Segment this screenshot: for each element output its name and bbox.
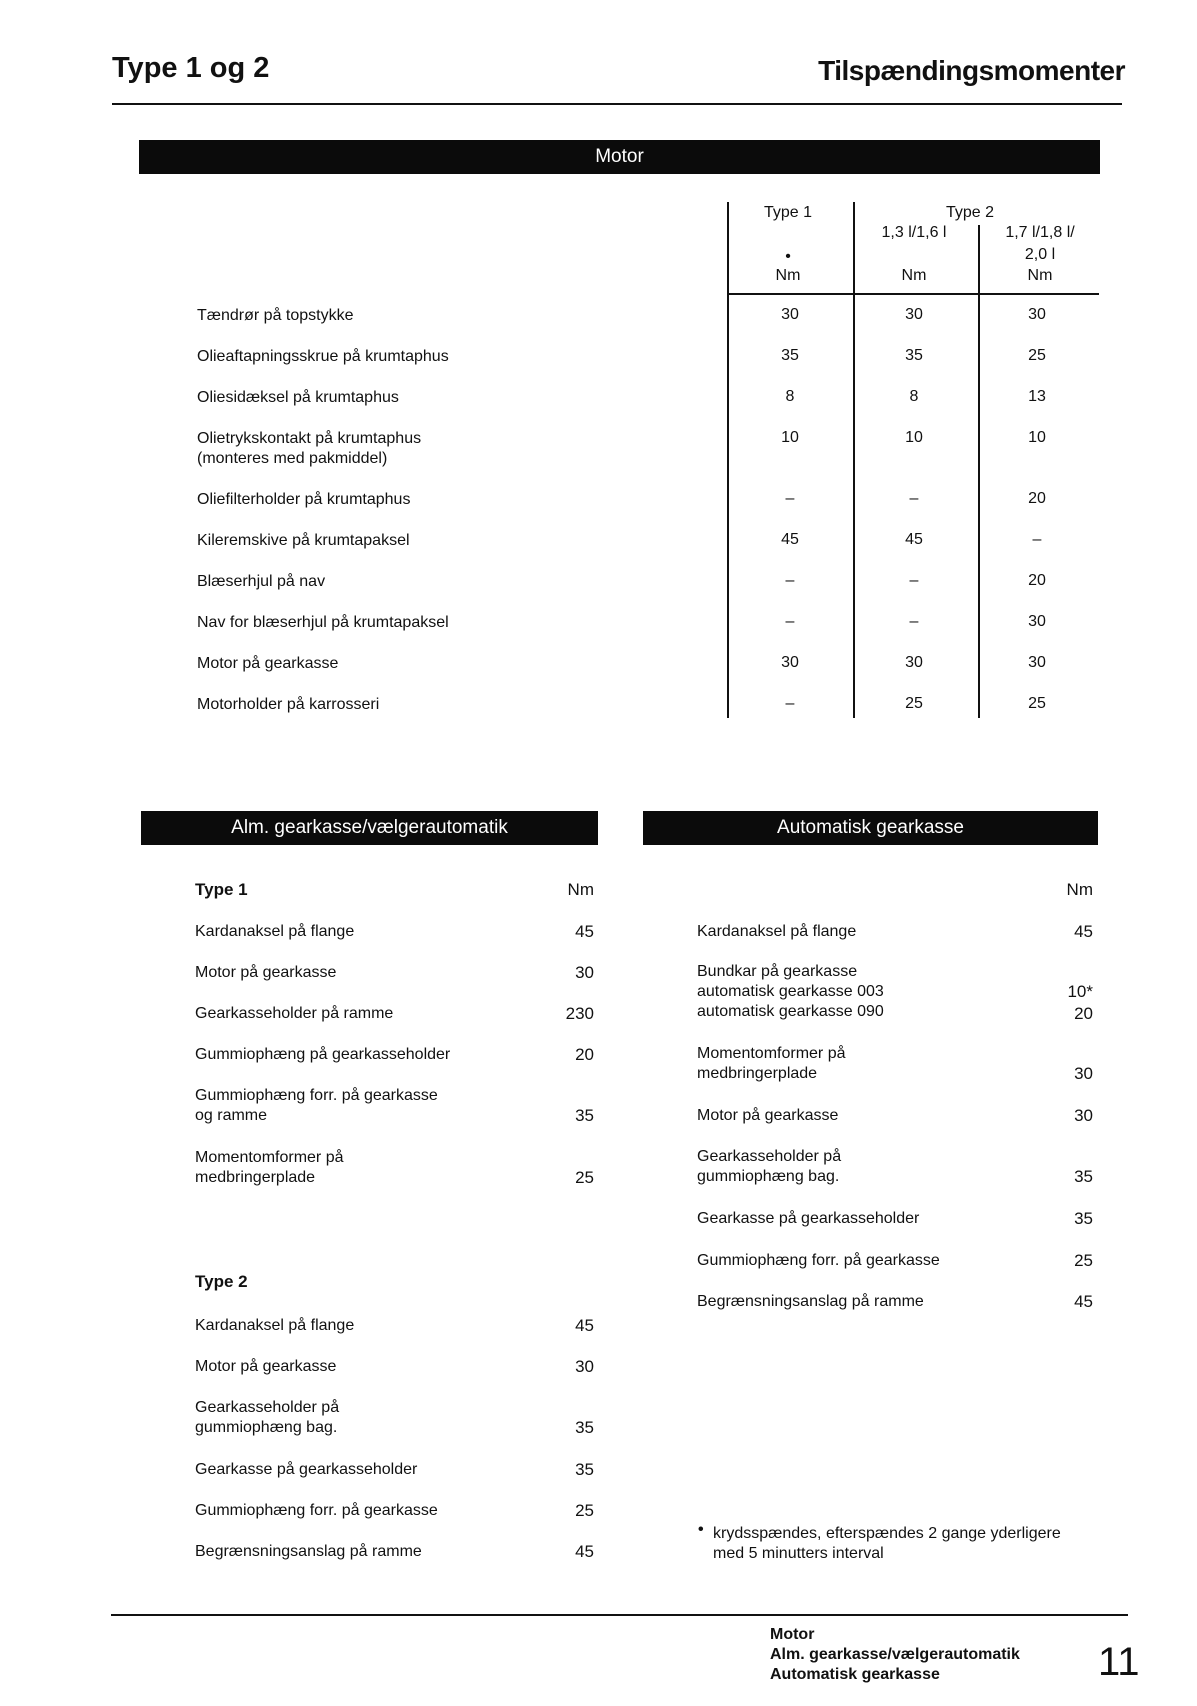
motor-row-type2a-value: 45 (905, 531, 923, 548)
motor-row-label: Motor på gearkasse (197, 655, 339, 672)
motor-row-type1-value: 10 (781, 429, 799, 446)
motor-row-type1-value: 35 (781, 347, 799, 364)
auto-row-value: 35 (1074, 1167, 1093, 1186)
col-type2-header: Type 2 (945, 204, 995, 221)
page-title-left: Type 1 og 2 (112, 52, 270, 84)
auto-row-label-2: automatisk gearkasse 003 (697, 983, 884, 1000)
alm-type2-row-label: Motor på gearkasse (195, 1358, 337, 1375)
auto-row-label-3: automatisk gearkasse 090 (697, 1003, 884, 1020)
alm-type2-row-label: Kardanaksel på flange (195, 1317, 355, 1334)
motor-row-type1-value: – (785, 490, 795, 507)
auto-row-value: 30 (1074, 1106, 1093, 1125)
motor-row-label: Kileremskive på krumtapaksel (197, 532, 410, 549)
motor-row-type2a-value: 25 (905, 695, 923, 712)
motor-row-type1-value: – (785, 572, 795, 589)
header-divider (112, 103, 1122, 105)
motor-header-rule (727, 293, 1099, 295)
col-type2b-header-2: 2,0 l (1024, 246, 1056, 263)
alm-type1-row-label: Gummiophæng forr. på gearkasse (195, 1087, 438, 1104)
auto-row-value: 10* (1067, 982, 1093, 1001)
alm-unit-header: Nm (567, 880, 594, 899)
footer-divider (111, 1614, 1128, 1616)
motor-row-label: Nav for blæserhjul på krumtapaksel (197, 614, 449, 631)
motor-row-type2a-value: 35 (905, 347, 923, 364)
alm-type1-row-label: Momentomformer på (195, 1149, 344, 1166)
motor-row-type2b-value: 25 (1028, 347, 1046, 364)
alm-type1-row-value: 45 (575, 922, 594, 941)
alm-type2-row-value: 25 (575, 1501, 594, 1520)
auto-row-label: Begrænsningsanslag på ramme (697, 1293, 924, 1310)
motor-row-type2a-value: 10 (905, 429, 923, 446)
alm-type2-row-label: Gummiophæng forr. på gearkasse (195, 1502, 438, 1519)
motor-row-label: Olieaftapningsskrue på krumtaphus (197, 348, 449, 365)
alm-type1-title: Type 1 (195, 880, 248, 899)
alm-type2-row-label: Begrænsningsanslag på ramme (195, 1543, 422, 1560)
motor-row-type2a-value: 30 (905, 654, 923, 671)
motor-row-type2a-value: 8 (909, 388, 919, 405)
motor-row-type2b-value: 30 (1028, 654, 1046, 671)
auto-section-bar: Automatisk gearkasse (643, 811, 1098, 845)
motor-row-label: Motorholder på karrosseri (197, 696, 380, 713)
auto-row-label: Gearkasseholder på (697, 1148, 842, 1165)
footnote-marker: • (698, 1521, 704, 1538)
motor-row-type2a-value: – (909, 490, 919, 507)
motor-row-type1-value: 8 (785, 388, 795, 405)
auto-row-value: 25 (1074, 1251, 1093, 1270)
alm-section-bar: Alm. gearkasse/vælgerautomatik (141, 811, 598, 845)
col-type2b-unit: Nm (1027, 267, 1053, 284)
motor-col-divider-3 (978, 225, 980, 718)
motor-row-type2b-value: 20 (1028, 572, 1046, 589)
auto-row-label: Kardanaksel på flange (697, 923, 857, 940)
motor-row-type2a-value: – (909, 572, 919, 589)
footer-index-auto: Automatisk gearkasse (770, 1666, 940, 1683)
motor-row-type1-value: 30 (781, 654, 799, 671)
motor-row-type2b-value: 25 (1028, 695, 1046, 712)
alm-type2-row-value: 30 (575, 1357, 594, 1376)
auto-row-value: 35 (1074, 1209, 1093, 1228)
motor-row-type2b-value: 30 (1028, 306, 1046, 323)
footnote-line-2: med 5 minutters interval (713, 1545, 884, 1562)
motor-row-type2b-value: 30 (1028, 613, 1046, 630)
alm-type1-row-value: 20 (575, 1045, 594, 1064)
auto-unit-header: Nm (1066, 880, 1093, 899)
alm-type2-row-value: 35 (575, 1418, 594, 1437)
motor-col-divider-2 (853, 202, 855, 718)
alm-type2-row-value: 35 (575, 1460, 594, 1479)
auto-row-label: Gummiophæng forr. på gearkasse (697, 1252, 940, 1269)
alm-type1-row-label: Motor på gearkasse (195, 964, 337, 981)
motor-row-label: Olietrykskontakt på krumtaphus (197, 430, 422, 447)
auto-row-label-2: medbringerplade (697, 1065, 818, 1082)
motor-section-bar: Motor (139, 140, 1100, 174)
motor-row-type1-value: – (785, 613, 795, 630)
motor-row-type2a-value: – (909, 613, 919, 630)
alm-type1-row-label: Gearkasseholder på ramme (195, 1005, 394, 1022)
motor-row-label: Oliesidæksel på krumtaphus (197, 389, 399, 406)
col-type2b-header: 1,7 l/1,8 l/ (1005, 224, 1075, 241)
alm-type2-row-value: 45 (575, 1542, 594, 1561)
motor-col-divider-1 (727, 202, 729, 718)
alm-type1-row-label: Kardanaksel på flange (195, 923, 355, 940)
motor-row-type1-value: – (785, 695, 795, 712)
alm-type2-row-label-2: gummiophæng bag. (195, 1419, 338, 1436)
alm-type1-row-value: 25 (575, 1168, 594, 1187)
auto-row-value-2: 20 (1074, 1004, 1093, 1023)
auto-row-value: 30 (1074, 1064, 1093, 1083)
alm-type1-row-label-2: og ramme (195, 1107, 268, 1124)
page-title-right: Tilspændingsmomenter (818, 55, 1125, 86)
auto-row-value: 45 (1074, 1292, 1093, 1311)
motor-row-type2a-value: 30 (905, 306, 923, 323)
motor-row-type2b-value: 13 (1028, 388, 1046, 405)
alm-type1-row-label: Gummiophæng på gearkasseholder (195, 1046, 451, 1063)
motor-row-label: Oliefilterholder på krumtaphus (197, 491, 411, 508)
alm-type2-row-value: 45 (575, 1316, 594, 1335)
footer-index (770, 1625, 1020, 1685)
motor-row-label: Tændrør på topstykke (197, 307, 354, 324)
auto-row-label: Bundkar på gearkasse (697, 963, 858, 980)
col-type1-unit: Nm (775, 267, 801, 284)
motor-row-type1-value: 45 (781, 531, 799, 548)
footnote-line-1: krydsspændes, efterspændes 2 gange yderligere (713, 1525, 1061, 1542)
col-type1-mark: • (785, 248, 791, 265)
alm-type2-title: Type 2 (195, 1272, 248, 1291)
motor-row-type1-value: 30 (781, 306, 799, 323)
motor-row-type2b-value: – (1032, 531, 1042, 548)
alm-type1-row-value: 35 (575, 1106, 594, 1125)
alm-type1-row-label-2: medbringerplade (195, 1169, 316, 1186)
motor-row-type2b-value: 20 (1028, 490, 1046, 507)
alm-type2-row-label: Gearkasseholder på (195, 1399, 340, 1416)
footer-index-motor: Motor (770, 1626, 815, 1643)
auto-row-label-2: gummiophæng bag. (697, 1168, 840, 1185)
alm-type2-row-label: Gearkasse på gearkasseholder (195, 1461, 418, 1478)
page-number: 11 (1098, 1640, 1140, 1684)
col-type2a-unit: Nm (901, 267, 927, 284)
col-type1-header: Type 1 (763, 204, 813, 221)
auto-row-label: Gearkasse på gearkasseholder (697, 1210, 920, 1227)
motor-row-label-note: (monteres med pakmiddel) (197, 450, 388, 467)
alm-type1-row-value: 30 (575, 963, 594, 982)
auto-row-label: Momentomformer på (697, 1045, 846, 1062)
col-type2a-header: 1,3 l/1,6 l (881, 224, 947, 241)
motor-row-type2b-value: 10 (1028, 429, 1046, 446)
motor-row-label: Blæserhjul på nav (197, 573, 326, 590)
alm-type1-row-value: 230 (565, 1004, 594, 1023)
auto-row-value: 45 (1074, 922, 1093, 941)
auto-row-label: Motor på gearkasse (697, 1107, 839, 1124)
footer-index-alm: Alm. gearkasse/vælgerautomatik (770, 1646, 1020, 1663)
